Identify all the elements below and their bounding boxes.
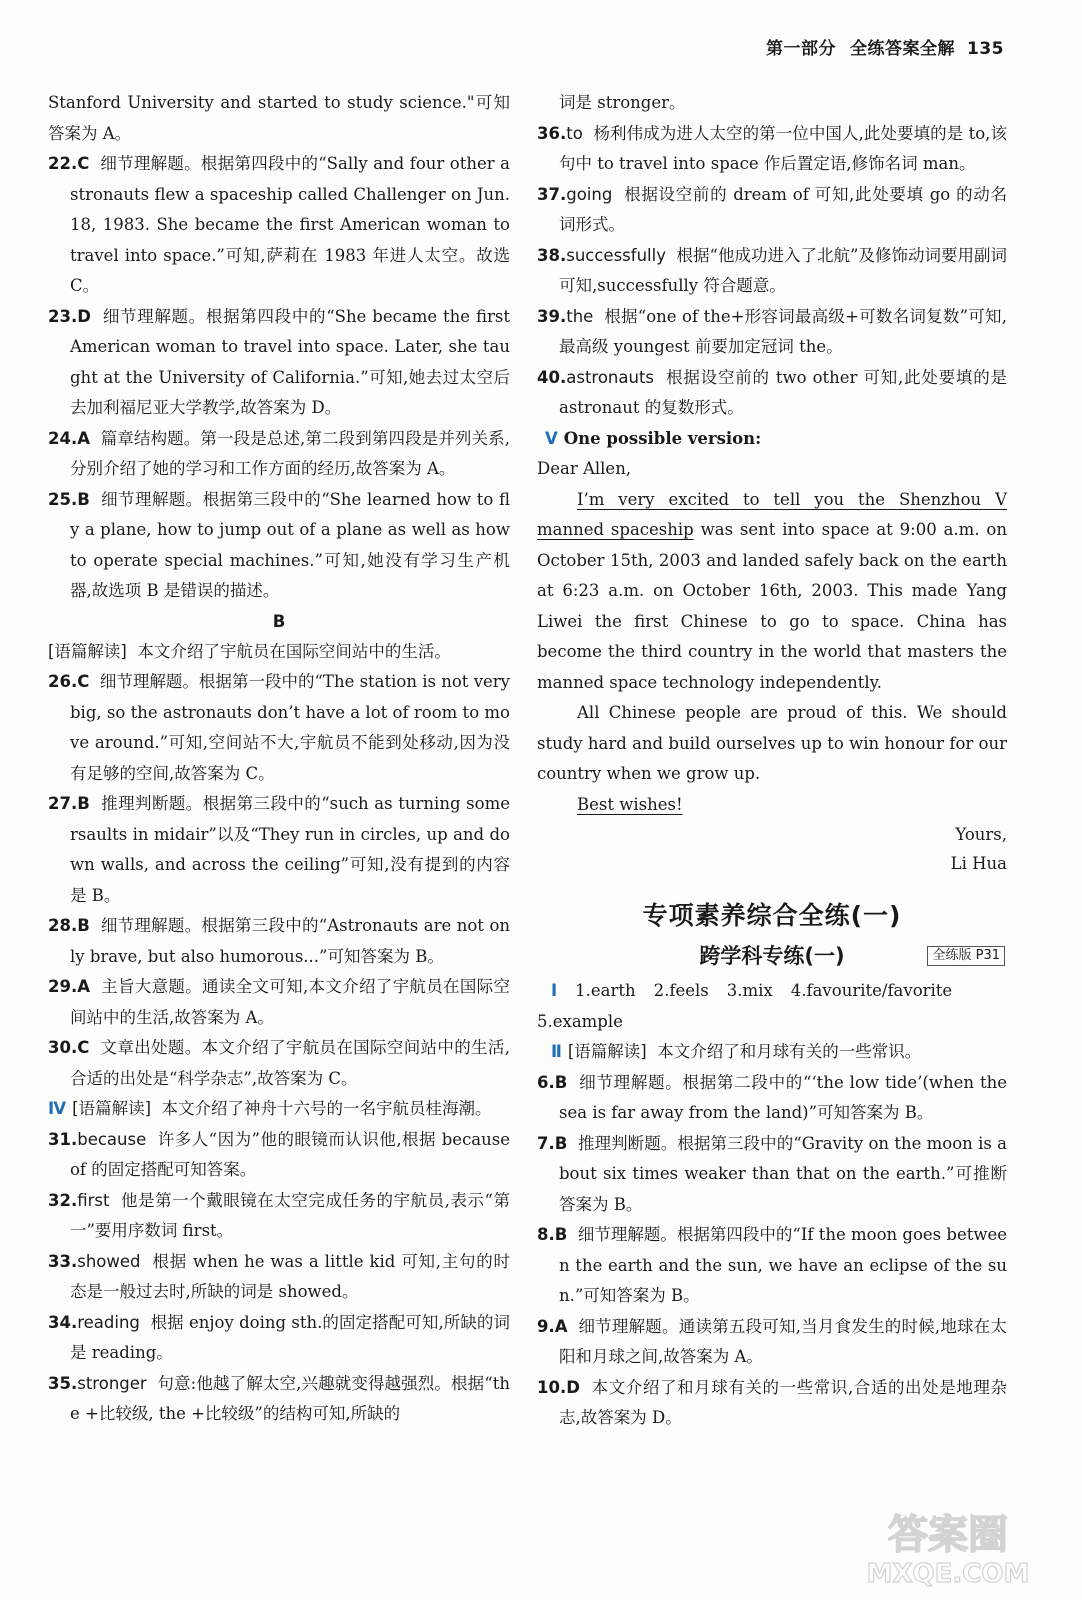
answer-22 <box>48 149 510 302</box>
answer-key: C <box>77 1038 90 1057</box>
question-number: 40. <box>537 367 567 387</box>
section-v-heading <box>537 424 1007 455</box>
answer-10 <box>537 1373 1007 1434</box>
answer-key: stronger <box>77 1373 147 1393</box>
answer-key: because <box>77 1129 147 1149</box>
section-iv-marker: Ⅳ <box>48 1099 67 1118</box>
question-number: 36. <box>537 123 567 143</box>
part-b-heading: B <box>272 611 286 631</box>
answer-key: B <box>554 1133 568 1153</box>
discourse-analysis-b <box>48 637 510 668</box>
answer-key: astronauts <box>566 367 655 387</box>
question-number: 24. <box>48 428 78 448</box>
question-number: 9. <box>537 1316 555 1336</box>
question-number: 6. <box>537 1072 555 1092</box>
explanation: 根据“他成功进入了北航”及修饰动词要用副词可知,successfully 符合题意。 <box>559 245 1007 295</box>
explanation: 细节理解题。根据第四段中的“If the moon goes between the earth and the sun, we have an eclipse of the sun.”可知答案为 B。 <box>559 1225 1007 1305</box>
discourse-label: [语篇解读] <box>48 641 127 661</box>
answer-26 <box>48 667 510 789</box>
header-section: 第一部分 <box>766 39 836 59</box>
answer-key: reading <box>77 1312 140 1332</box>
explanation: 细节理解题。通读第五段可知,当月食发生的时候,地球在太阳和月球之间,故答案为 A。 <box>559 1316 1007 1366</box>
question-number: 33. <box>48 1251 78 1271</box>
explanation: 细节理解题。根据第四段中的“Sally and four other astronauts flew a spaceship called Challenger on Jun. 18, 1983. She became the first American woman to travel into space.”可知,萨莉在 1983 年进人太空。故选 C。 <box>70 154 510 295</box>
answer-36 <box>537 119 1007 180</box>
explanation: 主旨大意题。通读全文可知,本文介绍了宇航员在国际空间站中的生活,故答案为 A。 <box>70 977 510 1027</box>
explanation: 篇章结构题。第一段是总述,第二段到第四段是并列关系,分别介绍了她的学习和工作方面的经历,故答案为 A。 <box>70 428 510 478</box>
explanation: 句意:他越了解太空,兴趣就变得越强烈。根据“the +比较级, the +比较级”的结构可知,所缺的 <box>70 1373 510 1423</box>
blank-answer-5-line <box>537 1007 1007 1038</box>
answer-40 <box>537 363 1007 424</box>
page-reference-badge: 全练版 P31 <box>927 946 1005 966</box>
answer-34 <box>48 1308 510 1369</box>
answer-key: A <box>554 1316 568 1336</box>
answer-30 <box>48 1033 510 1094</box>
explanation: 杨利伟成为进人太空的第一位中国人,此处要填的是 to,该句中 to travel into space 作后置定语,修饰名词 man。 <box>559 123 1007 173</box>
answer-28 <box>48 911 510 972</box>
answer-31 <box>48 1125 510 1186</box>
explanation: 他是第一个戴眼镜在太空完成任务的宇航员,表示“第一”要用序数词 first。 <box>70 1190 510 1240</box>
answer-key: B <box>77 489 90 509</box>
question-number: 8. <box>537 1225 555 1244</box>
watermark-line-1: 答案圈 <box>888 1512 1008 1558</box>
explanation: 根据 enjoy doing sth.的固定搭配可知,所缺的词是 reading。 <box>70 1312 510 1362</box>
blank-answer-5: 5.example <box>537 1011 623 1031</box>
answer-key: C <box>77 154 90 173</box>
answer-39 <box>537 302 1007 363</box>
question-number: 37. <box>537 184 567 204</box>
question-number: 31. <box>48 1129 78 1149</box>
answer-key: A <box>77 428 91 448</box>
answer-key: D <box>77 306 91 326</box>
explanation: 推理判断题。根据第三段中的“such as turning somersaults in midair”以及“They run in circles, up and down walls, and across the ceiling”可知,没有提到的内容是 B。 <box>70 794 510 905</box>
answer-key: A <box>77 977 91 996</box>
letter-closing-text: Best wishes! <box>577 794 683 814</box>
question-number: 25. <box>48 489 78 509</box>
question-number: 38. <box>537 245 567 265</box>
discourse-label: [语篇解读] <box>567 1042 647 1061</box>
letter-underlined-phrase: I’m very excited to tell you the Shenzhou V manned spaceship <box>537 489 1007 539</box>
continued-answer-35: 词是 stronger。 <box>559 93 686 112</box>
explanation: 推理判断题。根据第三段中的“Gravity on the moon is about six times weaker than that on the earth.”可推断答案为 B。 <box>559 1133 1007 1214</box>
answer-6 <box>537 1068 1007 1129</box>
answer-key: showed <box>77 1251 141 1271</box>
letter-greeting: Dear Allen, <box>537 459 632 478</box>
explanation: 细节理解题。根据第四段中的“She became the first American woman to travel into space. Later, she taught at the University of California.”可知,她去过太空后去加利福尼亚大学教学,故答案为 D。 <box>70 306 510 417</box>
answer-key: successfully <box>566 245 666 265</box>
explanation: 细节理解题。根据第二段中的“‘the low tide’(when the sea is far away from the land)”可知答案为 B。 <box>559 1072 1007 1122</box>
explanation: 细节理解题。根据第三段中的“She learned how to fly a plane, how to jump out of a plane as well as how to operate special machines.”可知,她没有学习生产机器,故选项 B 是错误的描述。 <box>70 489 510 600</box>
letter-signature: Li Hua <box>950 854 1007 873</box>
answer-23 <box>48 302 510 424</box>
section-i-answers <box>537 976 1007 1007</box>
answer-32 <box>48 1186 510 1247</box>
answer-key: the <box>566 306 594 326</box>
answer-9 <box>537 1312 1007 1373</box>
section-title: 专项素养综合全练(一) <box>642 901 902 930</box>
explanation: 许多人“因为”他的眼镜而认识他,根据 because of 的固定搭配可知答案。 <box>70 1129 511 1179</box>
question-number: 29. <box>48 977 78 996</box>
explanation: 细节理解题。根据第一段中的“The station is not very big, so the astronauts don’t have a lot of room to move around.”可知,空间站不大,宇航员不能到处移动,因为没有足够的空间,故答案为 C。 <box>70 672 510 783</box>
page-number: 135 <box>967 39 1004 59</box>
answer-37 <box>537 180 1007 241</box>
answer-key: B <box>554 1072 568 1092</box>
answer-35 <box>48 1369 510 1430</box>
answer-33 <box>48 1247 510 1308</box>
question-number: 7. <box>537 1133 555 1153</box>
answer-8 <box>537 1220 1007 1312</box>
explanation: 根据设空前的 dream of 可知,此处要填 go 的动名词形式。 <box>559 184 1007 234</box>
answer-key: D <box>566 1377 580 1397</box>
discourse-label: [语篇解读] <box>72 1099 152 1118</box>
question-number: 22. <box>48 154 78 173</box>
question-number: 10. <box>537 1377 567 1397</box>
question-number: 32. <box>48 1190 78 1210</box>
answer-27 <box>48 789 510 911</box>
letter-closing <box>537 790 1007 821</box>
explanation: 根据 when he was a little kid 可知,主句的时态是一般过去时,所缺的词是 showed。 <box>70 1251 510 1301</box>
answer-38 <box>537 241 1007 302</box>
watermark-logo <box>838 1502 1058 1592</box>
answer-key: to <box>566 123 583 143</box>
answer-key: going <box>566 184 613 204</box>
answer-key: C <box>77 672 90 691</box>
section-iv-discourse <box>48 1094 510 1125</box>
letter-paragraph-1-rest: was sent into space at 9:00 a.m. on October 15th, 2003 and landed safely back on the earth at 6:23 a.m. on October 16th, 2003. This made Yang Liwei the first Chinese to go to space. China has become the third country in the world that masters the manned space technology independently. <box>537 520 1007 692</box>
letter-paragraph-1 <box>537 485 1007 699</box>
answer-29 <box>48 972 510 1033</box>
question-number: 23. <box>48 306 78 326</box>
blank-answer-2: 2.feels <box>653 981 709 1000</box>
answer-key: B <box>77 794 90 813</box>
explanation: 本文介绍了和月球有关的一些常识,合适的出处是地理杂志,故答案为 D。 <box>559 1377 1007 1427</box>
letter-paragraph-2: All Chinese people are proud of this. We should study hard and build ourselves up to win honour for our country when we grow up. <box>537 703 1007 783</box>
watermark-line-2: MXQE.COM <box>866 1559 1030 1589</box>
subsection-title: 跨学科专练(一) <box>699 944 845 968</box>
discourse-text: 本文介绍了神舟十六号的一名宇航员桂海潮。 <box>161 1099 492 1118</box>
answer-key: B <box>554 1225 568 1244</box>
blank-answer-4: 4.favourite/favorite <box>790 981 953 1000</box>
sample-letter <box>537 454 1007 878</box>
explanation: 文章出处题。本文介绍了宇航员在国际空间站中的生活,合适的出处是“科学杂志”,故答案为 C。 <box>70 1038 510 1088</box>
question-number: 26. <box>48 672 78 691</box>
blank-answer-3: 3.mix <box>726 981 773 1000</box>
question-number: 30. <box>48 1038 78 1057</box>
right-column <box>537 88 1007 1434</box>
section-v-title: One possible version: <box>563 428 762 448</box>
continued-answer-21: Stanford University and started to study science."可知答案为 A。 <box>48 93 510 143</box>
header-title: 全练答案全解 <box>850 39 955 59</box>
question-number: 27. <box>48 794 78 813</box>
discourse-text: 本文介绍了宇航员在国际空间站中的生活。 <box>137 641 451 661</box>
answer-key: B <box>77 916 90 935</box>
question-number: 39. <box>537 306 567 326</box>
question-number: 35. <box>48 1373 78 1393</box>
explanation: 细节理解题。根据第三段中的“Astronauts are not only brave, but also humorous...”可知答案为 B。 <box>70 916 511 966</box>
letter-yours: Yours, <box>955 825 1007 844</box>
section-v-marker: Ⅴ <box>545 428 558 448</box>
left-column <box>48 88 510 1430</box>
discourse-text: 本文介绍了和月球有关的一些常识。 <box>657 1042 922 1061</box>
explanation: 根据“one of the+形容词最高级+可数名词复数”可知,最高级 youngest 前要加定冠词 the。 <box>559 306 1007 356</box>
question-number: 34. <box>48 1312 78 1332</box>
blank-answer-1: 1.earth <box>575 981 636 1000</box>
answer-24 <box>48 424 510 485</box>
page-header <box>766 34 1004 59</box>
section-ii-discourse <box>537 1037 1007 1068</box>
subsection-header <box>537 936 1007 976</box>
answer-key: first <box>77 1190 110 1210</box>
section-i-marker: Ⅰ <box>551 981 558 1000</box>
answer-7 <box>537 1129 1007 1221</box>
answer-25 <box>48 485 510 607</box>
section-ii-marker: Ⅱ <box>551 1042 562 1061</box>
question-number: 28. <box>48 916 78 935</box>
explanation: 根据设空前的 two other 可知,此处要填的是 astronaut 的复数形式。 <box>559 367 1007 417</box>
